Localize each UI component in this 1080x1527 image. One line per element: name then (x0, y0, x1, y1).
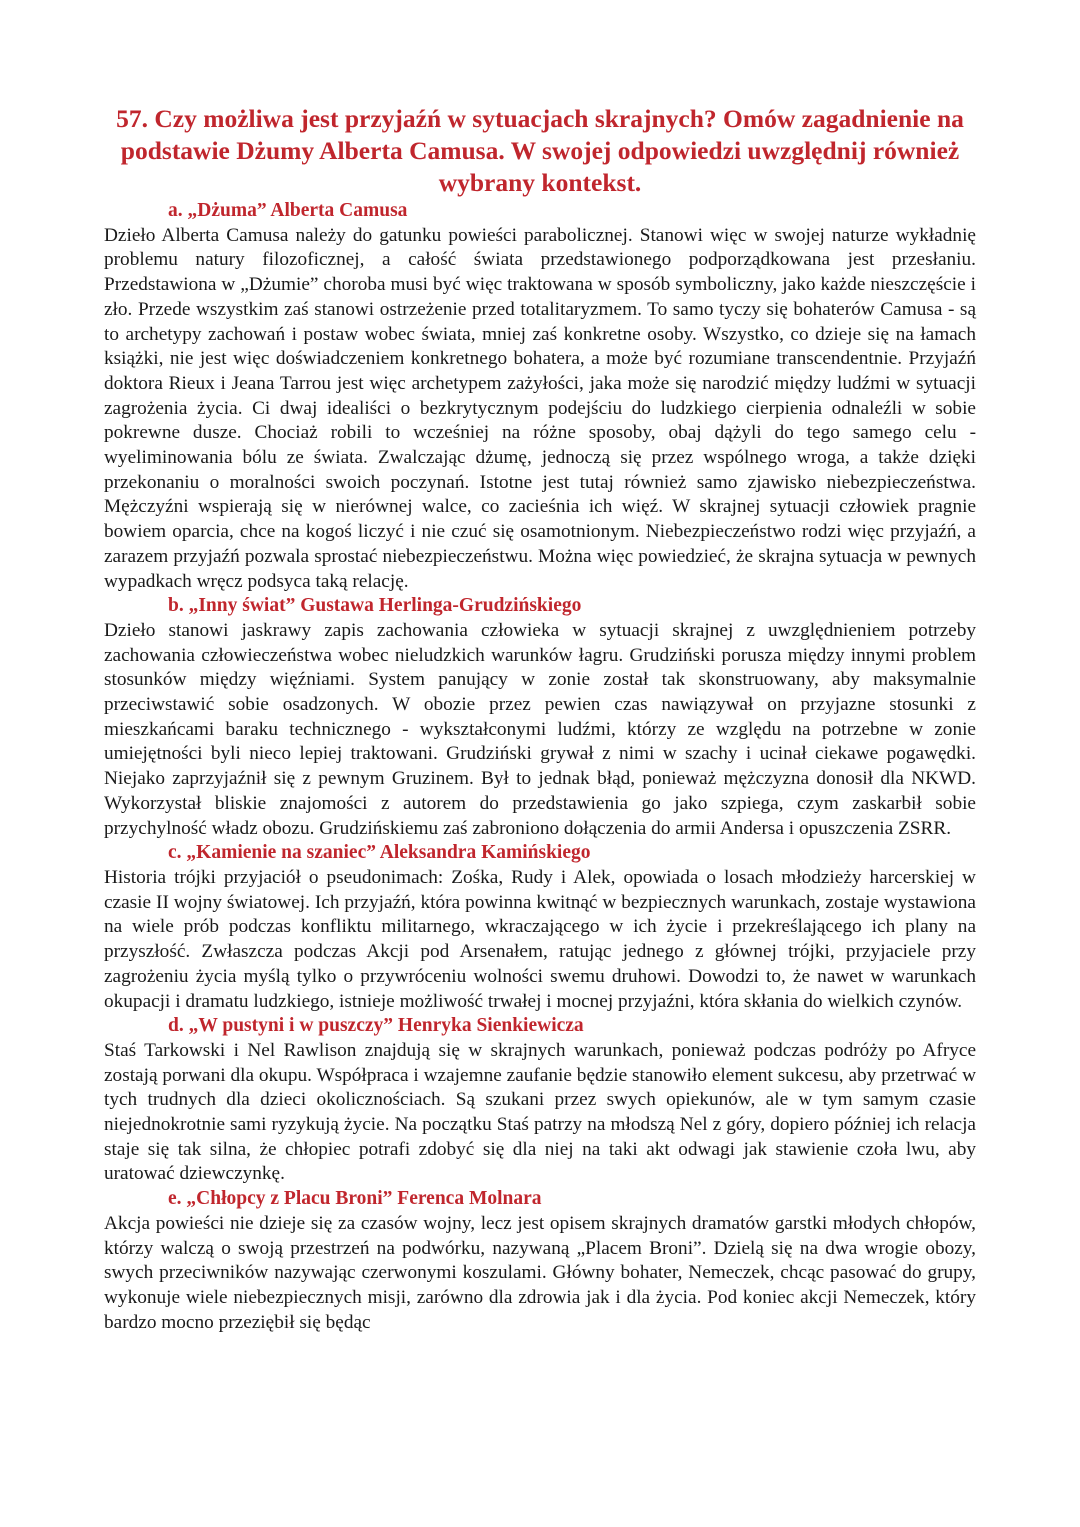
section-heading: c. „Kamienie na szaniec” Aleksandra Kamińskiego (168, 842, 591, 864)
section-body: Historia trójki przyjaciół o pseudonimach: Zośka, Rudy i Alek, opowiada o losach młodzieży harcerskiej w czasie II wojny światowej. Ich przyjaźń, która powinna kwitnąć w bezpiecznych warunkach, zostaje wystawiona na wiele prób podczas konfliktu militarnego, wkraczającego w ich życie i przekreślającego ich plany na przyszłość. Zwłaszcza podczas Akcji pod Arsenałem, ratując jednego z głównej trójki, przyjaciele przy zagrożeniu życia myślą tylko o przywróceniu wolności swemu druhowi. Dowodzi to, że nawet w warunkach okupacji i dramatu ludzkiego, istnieje możliwość trwałej i mocnej przyjaźni, która skłania do wielkich czynów. (104, 866, 976, 1012)
section-chlopcy-z-placu-broni (104, 1187, 976, 1335)
section-inny-swiat (104, 594, 976, 841)
section-body: Akcja powieści nie dzieje się za czasów wojny, lecz jest opisem skrajnych dramatów garstki młodych chłopów, którzy walczą o swoją przestrzeń na podwórku, nazywaną „Placem Broni”. Dzielą się na dwa wrogie obozy, swych przeciwników nazywając czerwonymi koszulami. Główny bohater, Nemeczek, chcąc pasować do grupy, wykonuje wiele niebezpiecznych misji, zarówno dla zdrowia jak i dla życia. Pod koniec akcji Nemeczek, który bardzo mocno przeziębił się będąc (104, 1212, 976, 1333)
section-heading: e. „Chłopcy z Placu Broni” Ferenca Molnara (168, 1188, 542, 1210)
section-w-pustyni-i-w-puszczy (104, 1014, 976, 1187)
section-dzuma (104, 199, 976, 594)
question-title: 57. Czy możliwa jest przyjaźń w sytuacjach skrajnych? Omów zagadnienie na podstawie Dżumy Alberta Camusa. W swojej odpowiedzi uwzględnij również wybrany kontekst. (116, 104, 964, 197)
section-heading: a. „Dżuma” Alberta Camusa (168, 200, 408, 221)
section-body: Staś Tarkowski i Nel Rawlison znajdują się w skrajnych warunkach, ponieważ podczas podróży po Afryce zostają porwani dla okupu. Współpraca i wzajemne zaufanie będzie stanowiło element sukcesu, aby przetrwać w tych trudnych dla dzieci okolicznościach. Są szukani przez swych opiekunów, ale w tym samym czasie niejednokrotnie sami ryzykują życie. Na początku Staś patrzy na młodszą Nel z góry, dopiero później ich relacja staje się tak silna, że chłopiec potrafi zdobyć się dla niej na taki akt odwagi jak stawienie czoła lwu, aby uratować dziewczynkę. (104, 1039, 976, 1185)
section-body: Dzieło Alberta Camusa należy do gatunku powieści parabolicznej. Stanowi więc w swojej naturze wykładnię problemu natury filozoficznej, a całość świata przedstawionego podporządkowana jest przesłaniu. Przedstawiona w „Dżumie” choroba musi być więc traktowana w sposób symboliczny, jako każde nieszczęście i zło. Przede wszystkim zaś stanowi ostrzeżenie przed totalitaryzmem. To samo tyczy się bohaterów Camusa - są to archetypy zachowań i postaw wobec świata, mniej zaś konkretne osoby. Wszystko, co dzieje się na łamach książki, nie jest więc doświadczeniem konkretnego bohatera, a może być rozumiane transcendentnie. Przyjaźń doktora Rieux i Jeana Tarrou jest więc archetypem zażyłości, jaka może się narodzić między ludźmi w sytuacji zagrożenia życia. Ci dwaj idealiści o bezkrytycznym podejściu do ludzkiego cierpienia odnaleźli w sobie pokrewne dusze. Chociaż robili to wcześniej na różne sposoby, obaj dążyli do tego samego celu - wyeliminowania bólu ze świata. Zwalczając dżumę, jednoczą się przez wspólnego wroga, a także dzięki przekonaniu o moralności swoich poczynań. Istotne jest tutaj również samo zjawisko niebezpieczeństwa. Mężczyźni wspierają się w nierównej walce, co zacieśnia ich więź. W skrajnej sytuacji człowiek pragnie bowiem oparcia, chce na kogoś liczyć i nie czuć się osamotnionym. Niebezpieczeństwo rodzi więc przyjaźń, a zarazem przyjaźń pozwala sprostać niebezpieczeństwu. Można więc powiedzieć, że skrajna sytuacja w pewnych wypadkach wręcz podsyca taką relację. (104, 224, 976, 592)
section-heading: b. „Inny świat” Gustawa Herlinga-Grudzińskiego (168, 595, 582, 617)
section-kamienie-na-szaniec (104, 841, 976, 1014)
section-body: Dzieło stanowi jaskrawy zapis zachowania człowieka w sytuacji skrajnej z uwzględnieniem potrzeby zachowania człowieczeństwa wobec nieludzkich warunków łagru. Grudziński porusza między innymi problem stosunków między więźniami. System panujący w zonie został tak skonstruowany, aby maksymalnie przeciwstawić sobie osadzonych. W obozie przez pewien czas nawiązywał on przyjazne stosunki z mieszkańcami baraku technicznego - wykształconymi ludźmi, którzy ze względu na potrzebne w zonie umiejętności byli nieco lepiej traktowani. Grudziński grywał z nimi w szachy i ucinał ciekawe pogawędki. Niejako zaprzyjaźnił się z pewnym Gruzinem. Był to jednak błąd, ponieważ mężczyzna donosił dla NKWD. Wykorzystał bliskie znajomości z autorem do przedstawienia go jako szpiega, czym zaskarbił sobie przychylność władz obozu. Grudzińskiemu zaś zabroniono dołączenia do armii Andersa i opuszczenia ZSRR. (104, 619, 976, 839)
document-page (104, 103, 976, 1335)
section-heading: d. „W pustyni i w puszczy” Henryka Sienkiewicza (168, 1015, 584, 1037)
